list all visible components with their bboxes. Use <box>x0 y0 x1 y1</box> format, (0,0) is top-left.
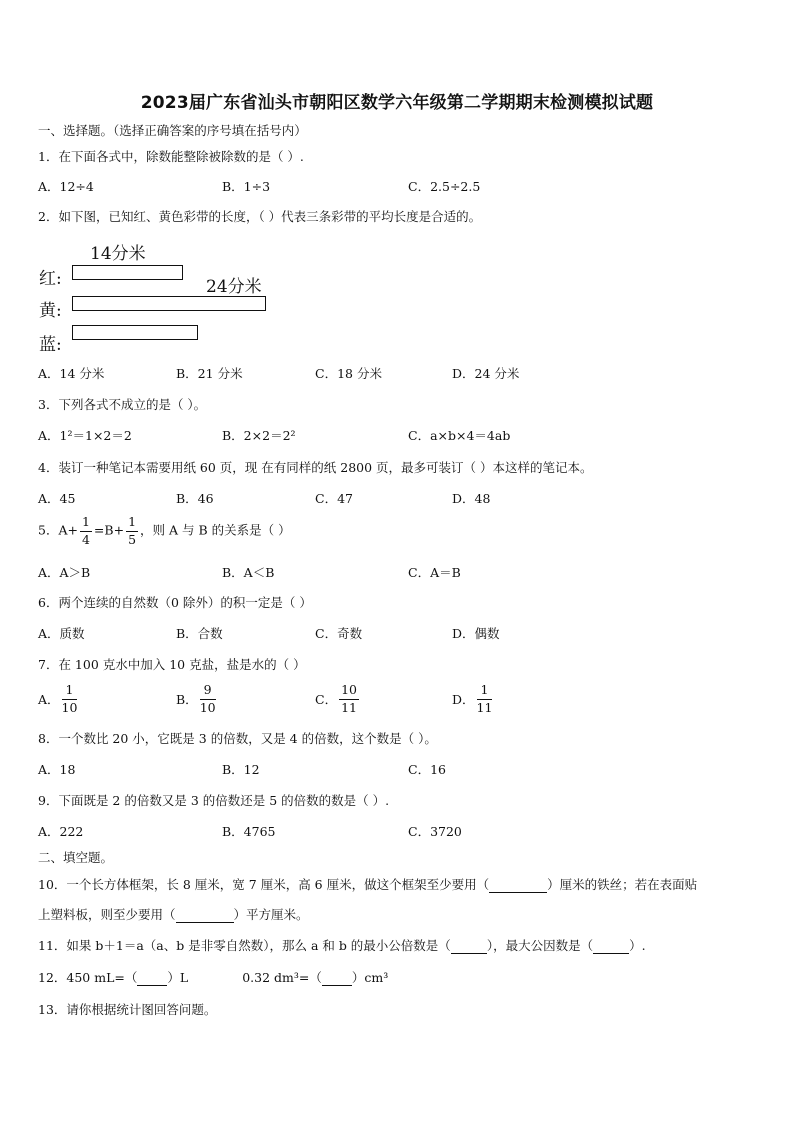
question-9-options <box>38 822 778 840</box>
option-a: A．222 <box>38 824 84 839</box>
option-c: C． $\frac{10}{11}$ <box>315 682 357 715</box>
option-c: C．A＝B <box>408 565 461 580</box>
answer-blank[interactable] <box>489 877 547 893</box>
answer-blank[interactable] <box>451 938 487 954</box>
question-1-options <box>38 177 778 195</box>
yellow-length-label: 24分米 <box>206 277 262 297</box>
question-1: 1．在下面各式中，除数能整除被除数的是（ ）. <box>38 149 304 164</box>
ribbon-figure <box>38 238 298 353</box>
option-d: D．48 <box>452 491 491 506</box>
answer-blank[interactable] <box>322 970 352 986</box>
option-a: A．质数 <box>38 626 85 641</box>
question-2: 2．如下图，已知红、黄色彩带的长度，（ ）代表三条彩带的平均长度是合适的。 <box>38 209 482 224</box>
question-8: 8．一个数比 20 小，它既是 3 的倍数，又是 4 的倍数，这个数是（ ）。 <box>38 731 437 746</box>
option-b: B．46 <box>176 491 214 506</box>
answer-blank[interactable] <box>137 970 167 986</box>
question-3: 3．下列各式不成立的是（ ）。 <box>38 397 207 412</box>
yellow-ribbon-bar <box>72 296 266 311</box>
question-2-options <box>38 364 778 382</box>
q5-suffix: ，则 A 与 B 的关系是（ ） <box>140 522 291 538</box>
q5-prefix: 5．A+ <box>38 522 78 538</box>
answer-blank[interactable] <box>593 938 629 954</box>
yellow-label: 黄: <box>39 301 62 321</box>
option-a: A．12÷4 <box>38 179 94 194</box>
option-c: C．47 <box>315 491 353 506</box>
option-b: B．2×2＝2² <box>222 428 296 443</box>
option-b: B．12 <box>222 762 260 777</box>
option-a: A．A＞B <box>38 565 91 580</box>
option-a: A．45 <box>38 491 76 506</box>
question-6-options <box>38 624 778 642</box>
red-ribbon-bar <box>72 265 183 280</box>
option-c: C．16 <box>408 762 446 777</box>
option-a: A．14 分米 <box>38 366 105 381</box>
question-6: 6．两个连续的自然数（0 除外）的积一定是（ ） <box>38 595 312 610</box>
fraction-1-5: $\frac{1}{5}$ <box>128 514 137 547</box>
option-b: B．21 分米 <box>176 366 243 381</box>
question-7-options <box>38 684 778 720</box>
red-length-label: 14分米 <box>90 244 146 264</box>
option-c: C．a×b×4＝4ab <box>408 428 511 443</box>
question-8-options <box>38 760 778 778</box>
option-d: D．偶数 <box>452 626 500 641</box>
question-10-line-2: 上塑料板，则至少要用（ ）平方厘米。 <box>38 907 309 922</box>
option-b: B．1÷3 <box>222 179 271 194</box>
option-b: B．合数 <box>176 626 223 641</box>
page-title: 2023届广东省汕头市朝阳区数学六年级第二学期期末检测模拟试题 <box>140 93 654 113</box>
question-10-line-1: 10．一个长方体框架，长 8 厘米，宽 7 厘米，高 6 厘米，做这个框架至少要用（ ）厘米的铁丝；若在表面贴 <box>38 877 698 892</box>
question-12: 12．450 mL=（ ）L 0.32 dm³=（ ）cm³ <box>38 970 389 985</box>
question-5 <box>38 516 291 546</box>
option-b: B． $\frac{9}{10}$ <box>176 682 216 715</box>
option-c: C．18 分米 <box>315 366 382 381</box>
section-heading-fill: 二、填空题。 <box>38 850 114 865</box>
question-5-options <box>38 563 778 581</box>
question-4-options <box>38 489 778 507</box>
option-c: C．奇数 <box>315 626 363 641</box>
red-label: 红: <box>39 269 62 289</box>
blue-label: 蓝: <box>39 335 62 355</box>
option-d: D．24 分米 <box>452 366 520 381</box>
fraction-1-4: $\frac{1}{4}$ <box>81 514 90 547</box>
question-7: 7．在 100 克水中加入 10 克盐，盐是水的（ ） <box>38 657 306 672</box>
question-13: 13．请你根据统计图回答问题。 <box>38 1002 217 1017</box>
question-4: 4．装订一种笔记本需要用纸 60 页，现 在有同样的纸 2800 页，最多可装订（ ）本这样的笔记本。 <box>38 460 593 475</box>
option-a: A．1²＝1×2＝2 <box>38 428 132 443</box>
option-a: A．18 <box>38 762 76 777</box>
option-c: C．3720 <box>408 824 462 839</box>
question-11: 11．如果 b＋1＝a（a、b 是非零自然数），那么 a 和 b 的最小公倍数是（ ），最大公因数是（ ）. <box>38 938 646 953</box>
option-c: C．2.5÷2.5 <box>408 179 481 194</box>
option-b: B．A＜B <box>222 565 275 580</box>
section-heading-choice: 一、选择题。（选择正确答案的序号填在括号内） <box>38 123 307 138</box>
question-9: 9．下面既是 2 的倍数又是 3 的倍数还是 5 的倍数的数是（ ）. <box>38 793 390 808</box>
question-3-options <box>38 426 778 444</box>
answer-blank[interactable] <box>176 907 234 923</box>
option-d: D． $\frac{1}{11}$ <box>452 682 493 715</box>
option-a: A． $\frac{1}{10}$ <box>38 682 78 715</box>
blue-ribbon-bar <box>72 325 198 340</box>
option-b: B．4765 <box>222 824 276 839</box>
q5-mid: =B+ <box>93 522 125 538</box>
